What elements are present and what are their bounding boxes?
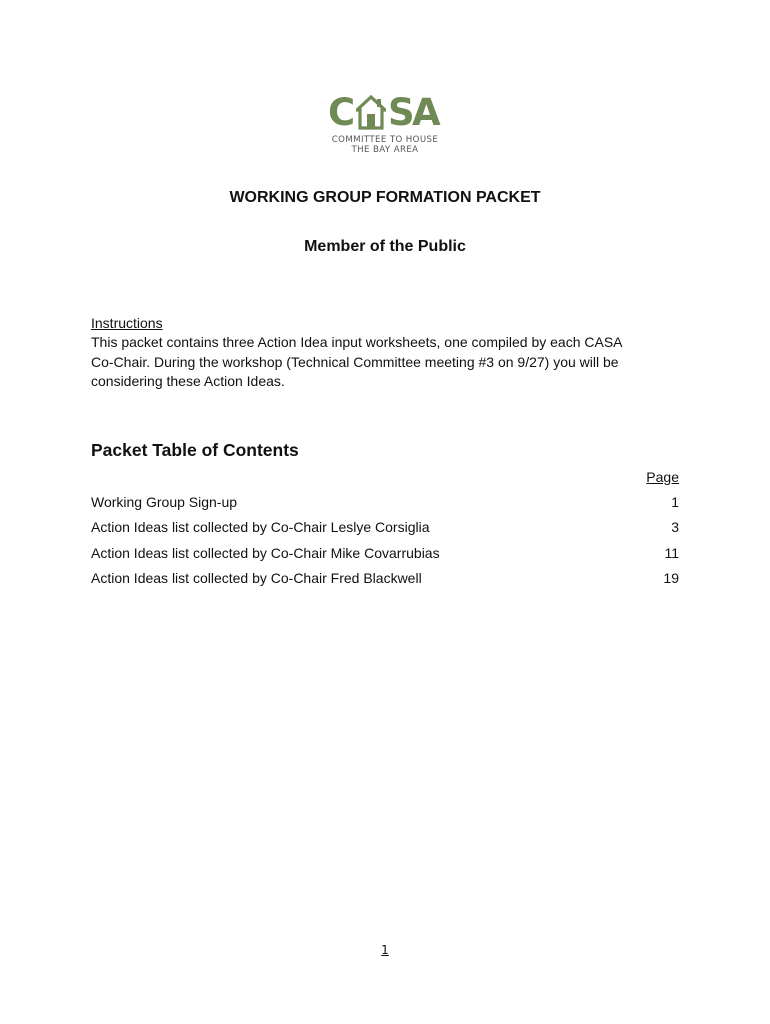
toc-entry	[91, 545, 679, 565]
document-title: WORKING GROUP FORMATION PACKET	[229, 189, 541, 206]
toc-entry-label: Action Ideas list collected by Co-Chair Leslye Corsiglia	[91, 519, 430, 535]
logo-subtitle-line2: THE BAY AREA	[351, 145, 419, 155]
toc-heading: Packet Table of Contents	[91, 440, 299, 460]
casa-logo	[326, 91, 444, 156]
instructions-line: considering these Action Ideas.	[91, 373, 285, 389]
toc-entry-label: Action Ideas list collected by Co-Chair Mike Covarrubias	[91, 545, 440, 561]
document-subtitle: Member of the Public	[304, 238, 466, 255]
instructions-line: Co-Chair. During the workshop (Technical Committee meeting #3 on 9/27) you will be	[91, 353, 619, 370]
logo-letter-a: A	[412, 91, 441, 134]
toc-entry-page: 11	[664, 545, 679, 561]
toc-entry-page: 19	[663, 570, 679, 586]
page-number: 1	[381, 943, 389, 957]
toc-entry-label: Working Group Sign-up	[91, 494, 238, 510]
instructions-heading: Instructions	[91, 315, 163, 331]
logo-letter-s: S	[388, 91, 415, 134]
house-icon	[356, 95, 386, 130]
toc-entry-page: 1	[671, 494, 679, 510]
toc-entry	[91, 494, 679, 514]
instructions-line: This packet contains three Action Idea input worksheets, one compiled by each CASA	[91, 334, 623, 350]
logo-subtitle-line1: COMMITTEE TO HOUSE	[331, 135, 439, 145]
toc-entry-page: 3	[671, 519, 679, 535]
toc-entry-label: Action Ideas list collected by Co-Chair Fred Blackwell	[91, 570, 422, 586]
instructions-body	[91, 333, 691, 392]
logo-letter-c: C	[328, 91, 356, 134]
toc-entry	[91, 570, 679, 590]
toc-entry	[91, 519, 679, 539]
logo-wordmark	[326, 91, 444, 134]
toc-page-column-label: Page	[646, 469, 679, 485]
